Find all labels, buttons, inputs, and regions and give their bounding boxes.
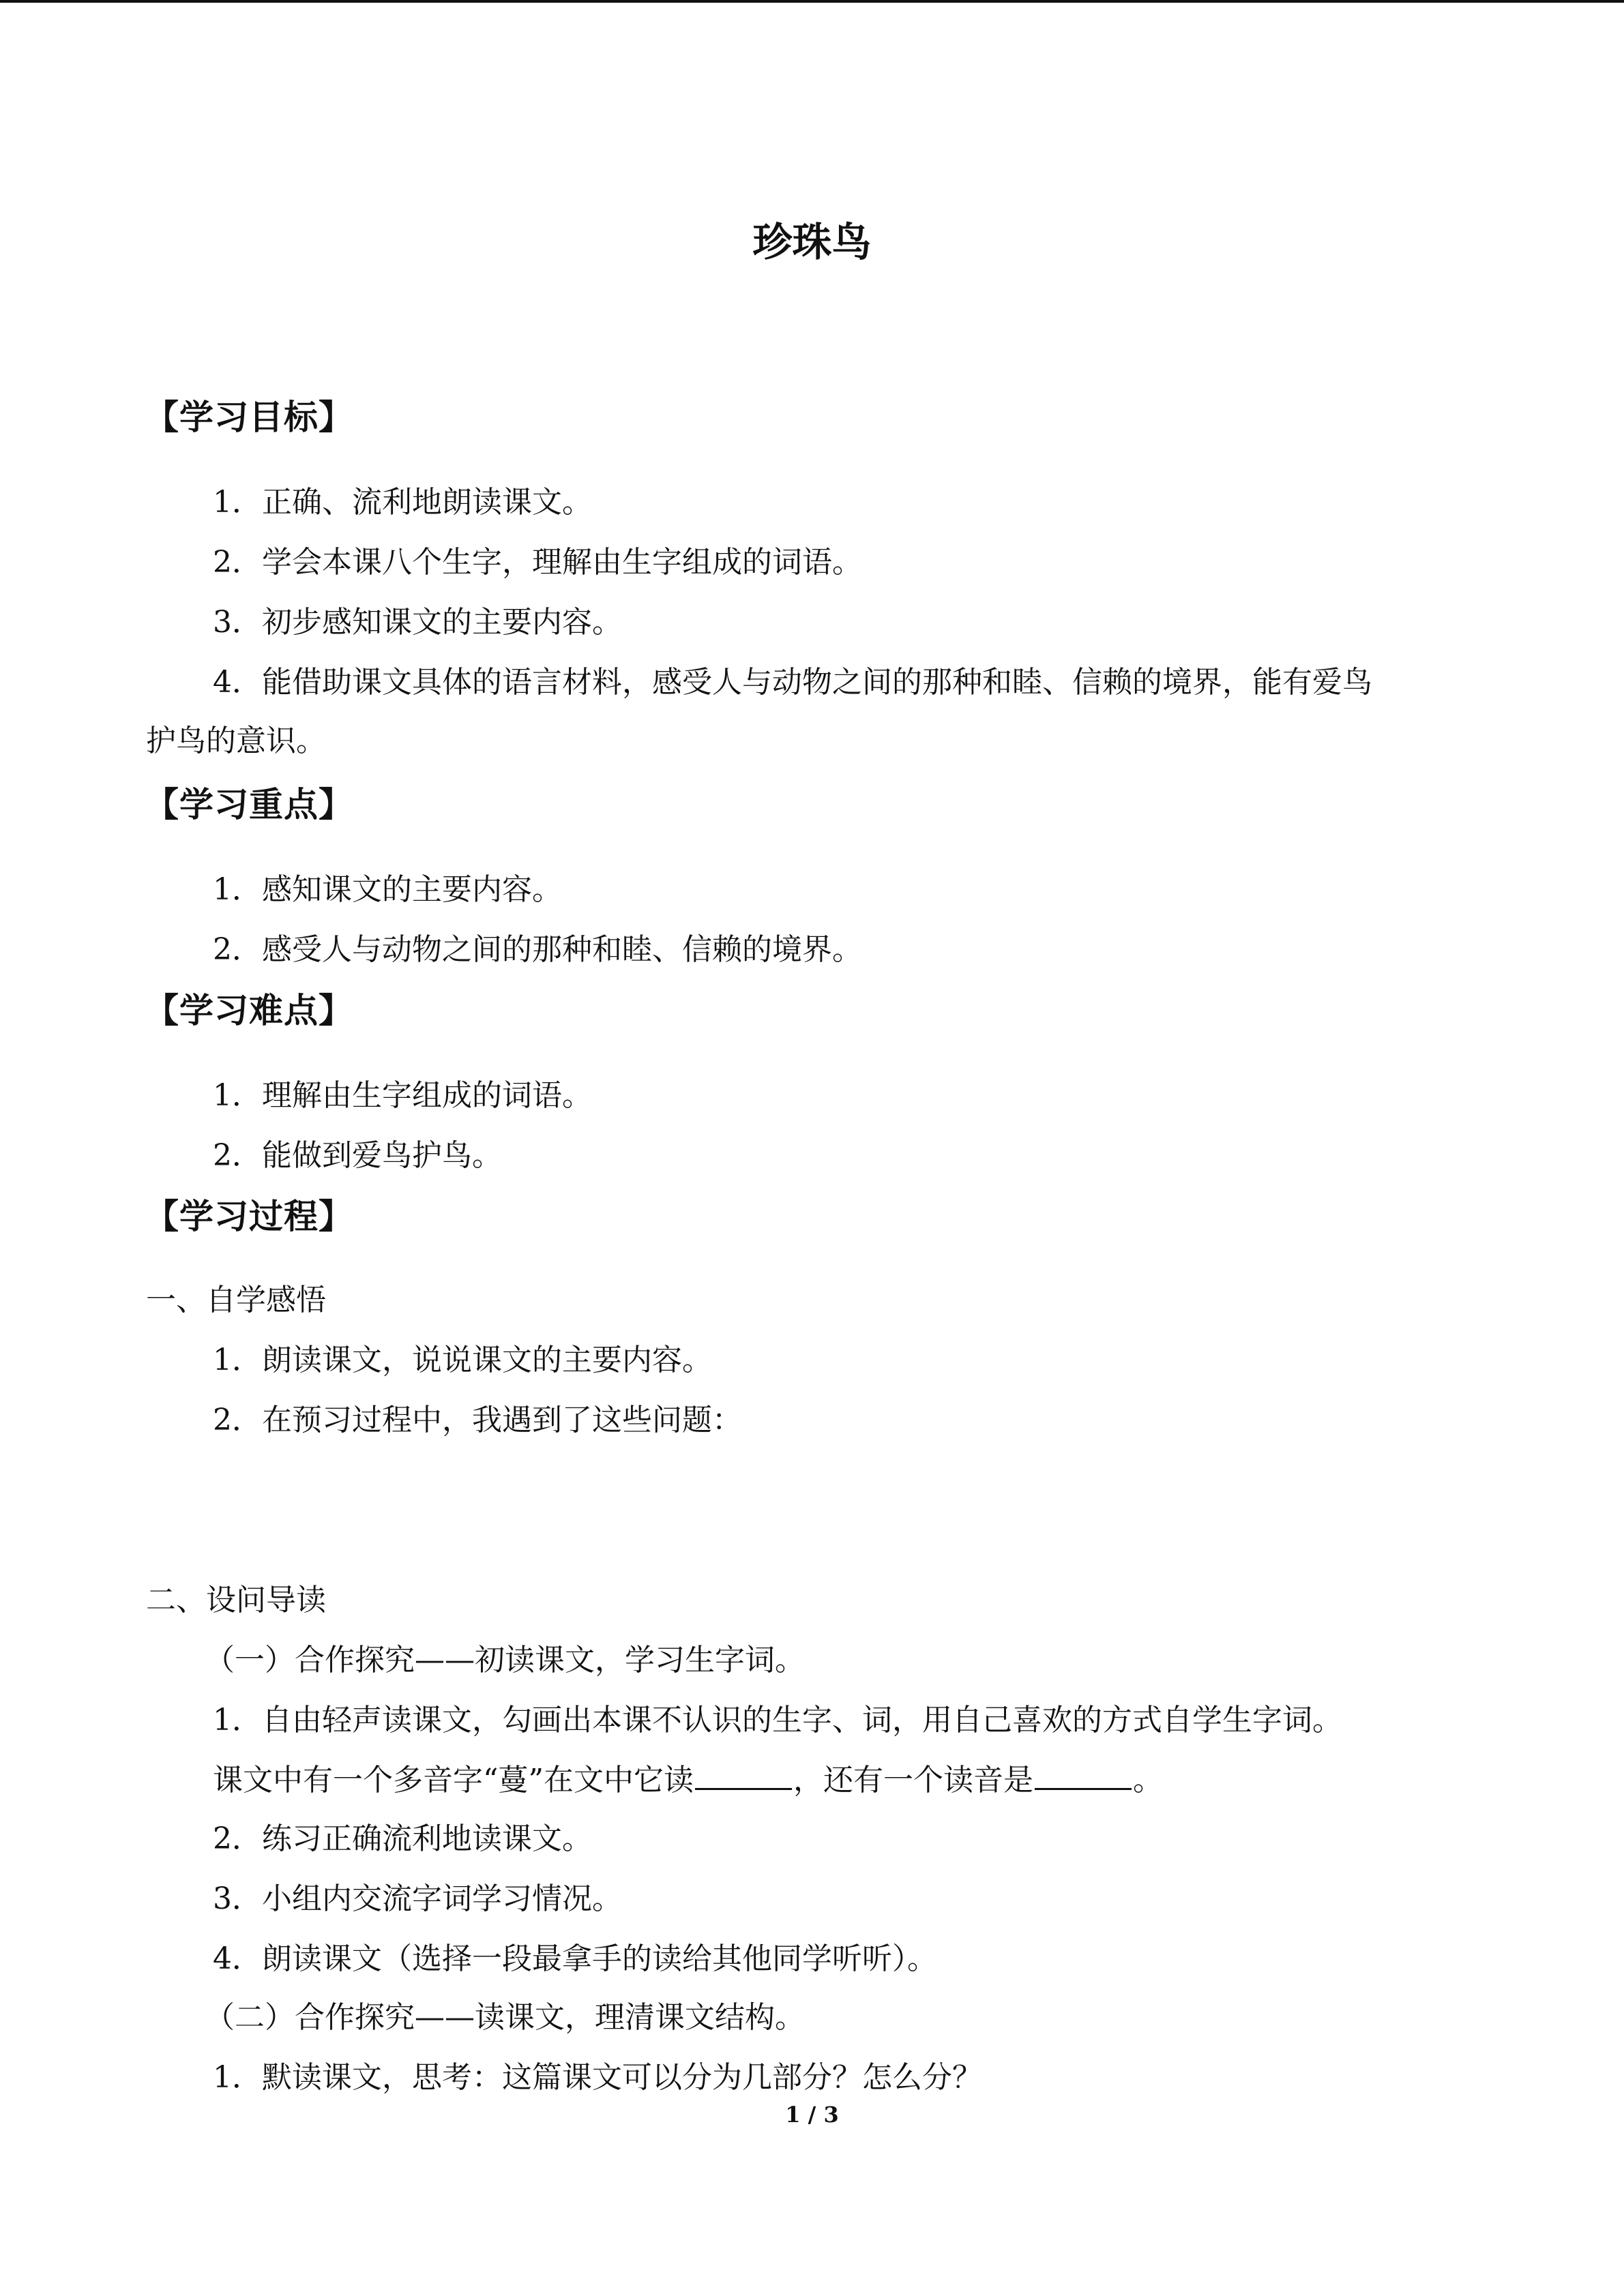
goal-item: 3．初步感知课文的主要内容。 <box>213 605 622 640</box>
section-heading-key-points: 【学习重点】 <box>145 785 353 824</box>
difficulty-item: 2．能做到爱鸟护鸟。 <box>213 1138 502 1173</box>
page-number: 1 / 3 <box>785 2102 839 2128</box>
process-part-title: 二、设问导读 <box>146 1583 326 1617</box>
goal-item: 1．正确、流利地朗读课文。 <box>213 485 592 520</box>
process-item: 1．朗读课文，说说课文的主要内容。 <box>213 1343 712 1377</box>
process-item: 3．小组内交流字词学习情况。 <box>213 1881 622 1916</box>
fill-text: ，还有一个读音是 <box>793 1763 1033 1798</box>
process-item: 1．自由轻声读课文，勾画出本课不认识的生字、词，用自己喜欢的方式自学生字词。 <box>213 1703 1342 1738</box>
fill-text: 课文中有一个多音字“蔓”在文中它读 <box>213 1763 694 1798</box>
fill-text: 。 <box>1133 1763 1163 1798</box>
process-item: 2．在预习过程中，我遇到了这些问题： <box>213 1403 742 1437</box>
difficulty-item: 1．理解由生字组成的词语。 <box>213 1078 592 1113</box>
key-point-item: 2．感受人与动物之间的那种和睦、信赖的境界。 <box>213 932 862 967</box>
process-item: 2．练习正确流利地读课文。 <box>213 1821 592 1856</box>
goal-item: 4．能借助课文具体的语言材料，感受人与动物之间的那种和睦、信赖的境界，能有爱鸟 <box>213 665 1372 700</box>
section-heading-process: 【学习过程】 <box>145 1197 353 1236</box>
section-heading-goals: 【学习目标】 <box>145 398 353 437</box>
document-title: 珍珠鸟 <box>752 219 872 265</box>
fill-in-blank-line <box>213 1755 1163 1799</box>
goal-item: 2．学会本课八个生字，理解由生字组成的词语。 <box>213 545 862 580</box>
answer-blank[interactable] <box>1035 1765 1132 1790</box>
process-subheading: （一）合作探究——初读课文，学习生字词。 <box>205 1643 805 1678</box>
process-part-title: 一、自学感悟 <box>146 1283 326 1317</box>
key-point-item: 1．感知课文的主要内容。 <box>213 872 562 907</box>
process-item: 1．默读课文，思考：这篇课文可以分为几部分？怎么分？ <box>213 2060 982 2095</box>
process-subheading: （二）合作探究——读课文，理清课文结构。 <box>205 2000 805 2035</box>
goal-item-continuation: 护鸟的意识。 <box>146 724 326 758</box>
section-heading-difficulties: 【学习难点】 <box>145 991 353 1030</box>
answer-blank[interactable] <box>695 1765 792 1790</box>
process-item: 4．朗读课文（选择一段最拿手的读给其他同学听听）。 <box>213 1941 937 1976</box>
